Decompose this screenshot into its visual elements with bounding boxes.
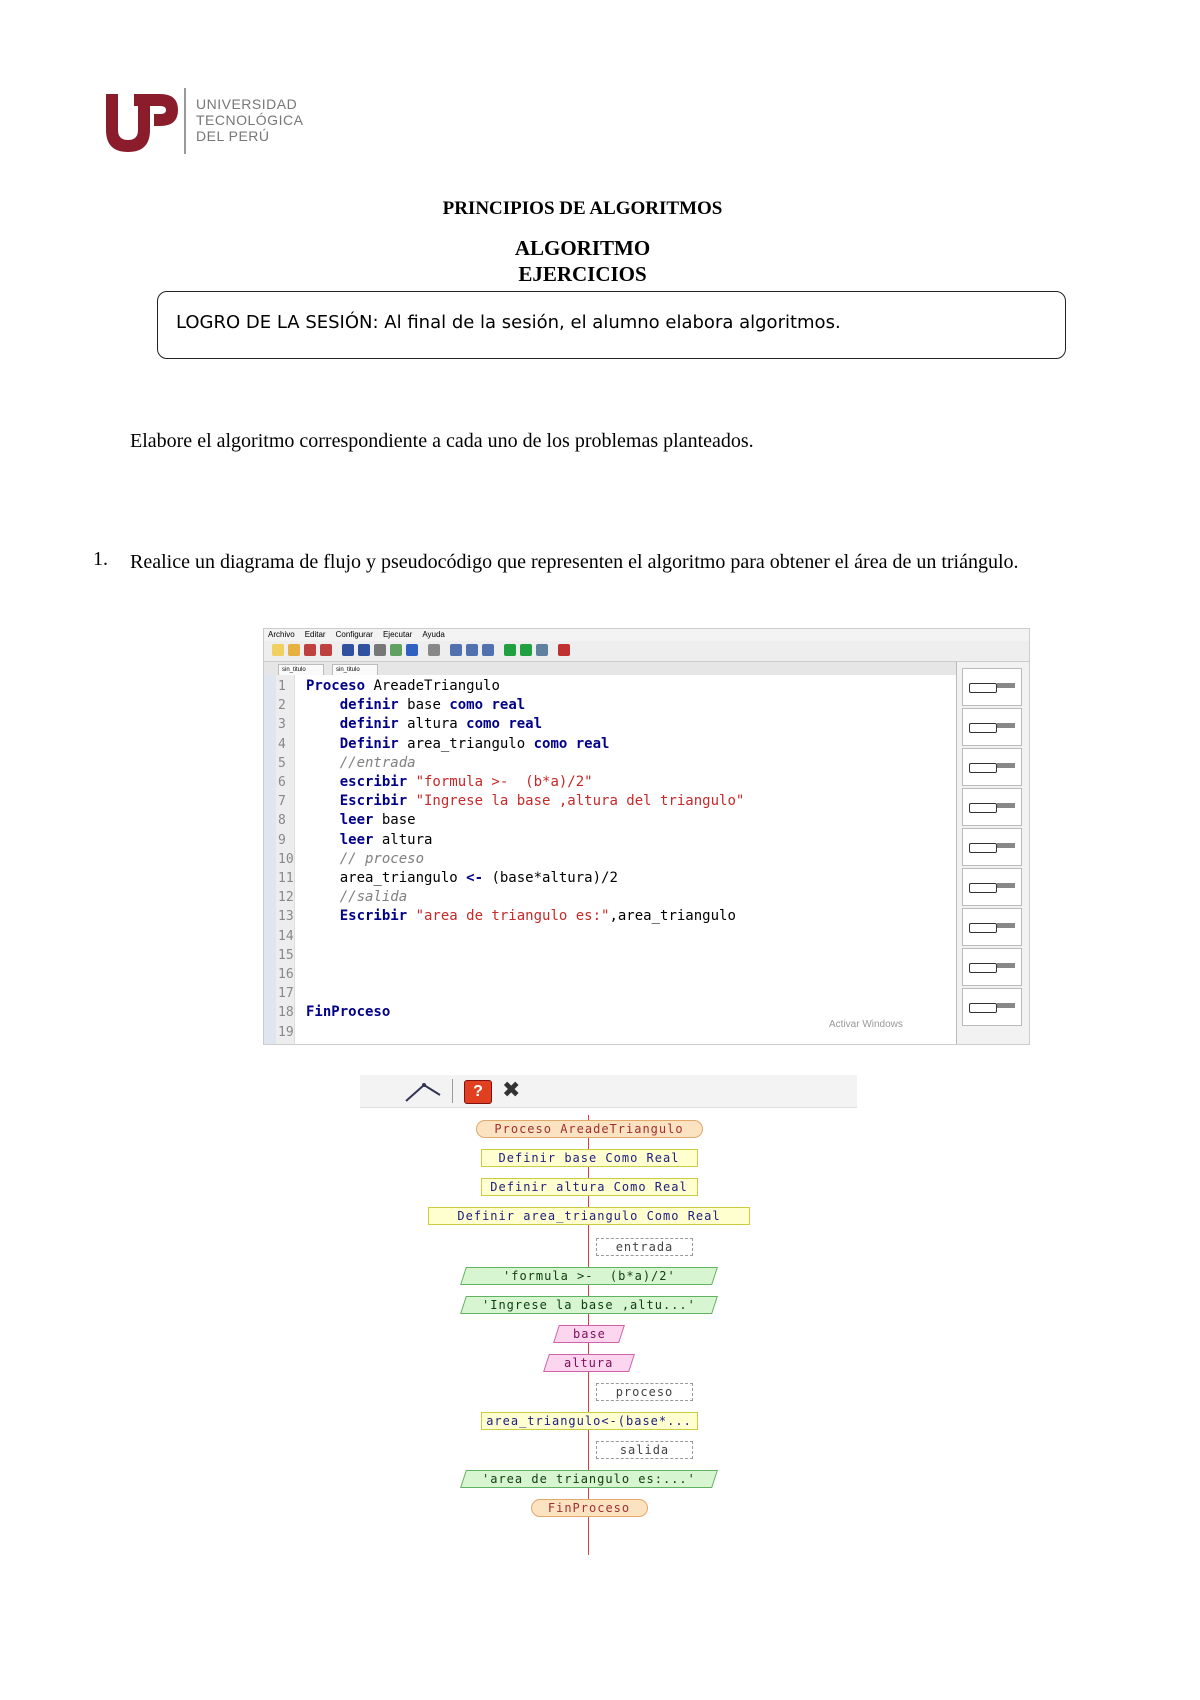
- cmd-escribir-button[interactable]: [962, 668, 1022, 706]
- flowchart-node-label: altura: [564, 1356, 614, 1370]
- comment-icon: [466, 644, 478, 656]
- logo-line-1: UNIVERSIDAD: [196, 96, 298, 112]
- line-number: 8: [278, 813, 286, 829]
- code-token: como real: [533, 735, 610, 752]
- step-icon: [520, 644, 532, 656]
- line-text: [306, 850, 424, 869]
- flowchart-node: Definir altura Como Real: [481, 1178, 698, 1196]
- code-token: area_triangulo: [306, 870, 467, 886]
- cmd-label-icon: [997, 963, 1015, 968]
- line-text: [306, 888, 407, 907]
- flowchart-node: [553, 1325, 625, 1343]
- flowchart-node: Definir base Como Real: [481, 1149, 698, 1167]
- flowchart-node: [460, 1470, 718, 1488]
- copy-icon: [390, 644, 402, 656]
- menu-item-editar[interactable]: Editar: [304, 630, 326, 639]
- cmd-label-icon: [997, 803, 1015, 808]
- flowchart-icon: [536, 644, 548, 656]
- flowchart-toolbar: [360, 1075, 857, 1108]
- cmd-label-icon: [997, 1003, 1015, 1008]
- redo-icon: [358, 644, 370, 656]
- flowchart-node: area_triangulo<-(base*...: [481, 1412, 698, 1430]
- cmd-label-icon: [997, 683, 1015, 688]
- cmd-label-icon: [997, 763, 1015, 768]
- code-token: como real: [449, 697, 526, 714]
- code-token: altura: [381, 831, 433, 848]
- line-text: [306, 696, 525, 715]
- session-goal-text: LOGRO DE LA SESIÓN: Al final de la sesión, el alumno elabora algoritmos.: [176, 312, 841, 333]
- line-text: [306, 792, 744, 811]
- cmd-shape-icon: [969, 963, 997, 973]
- line-text: [306, 754, 416, 773]
- line-number: 7: [278, 794, 286, 810]
- code-token: //salida: [306, 889, 408, 906]
- new-file-icon: [272, 644, 284, 656]
- line-number: 19: [278, 1024, 294, 1040]
- windows-watermark: Activar Windows: [829, 1019, 903, 1030]
- document-title: PRINCIPIOS DE ALGORITMOS: [442, 198, 723, 219]
- code-token: FinProceso: [306, 1004, 391, 1021]
- logo-line-3: DEL PERÚ: [196, 128, 270, 144]
- code-token: escribir: [306, 774, 416, 790]
- cmd-label-icon: [997, 843, 1015, 848]
- code-token: Definir: [306, 735, 408, 752]
- indent-icon: [450, 644, 462, 656]
- cmd-shape-icon: [969, 763, 997, 773]
- cmd-mientras-button[interactable]: [962, 868, 1022, 906]
- flowchart-node: proceso: [596, 1383, 693, 1401]
- document-subtitle: ALGORITMO: [514, 236, 651, 260]
- flowchart-node: [460, 1296, 718, 1314]
- cmd-shape-icon: [969, 723, 997, 733]
- line-number: 16: [278, 967, 294, 982]
- cmd-shape-icon: [969, 803, 997, 813]
- menu-item-archivo[interactable]: Archivo: [268, 630, 295, 639]
- cmd-label-icon: [997, 723, 1015, 728]
- code-token: AreadeTriangulo: [373, 678, 500, 694]
- pseint-tab-bar: [264, 662, 1029, 675]
- flowchart-node-label: 'area de triangulo es:...': [482, 1472, 696, 1486]
- code-token: Escribir: [306, 793, 416, 810]
- line-number: 12: [278, 890, 294, 906]
- code-token: //entrada: [306, 754, 416, 771]
- line-number: 13: [278, 909, 294, 925]
- paste-icon: [406, 644, 418, 656]
- line-text: [306, 735, 609, 754]
- line-number: 1: [278, 679, 286, 694]
- code-token: "Ingrese la base ,altura del triangulo": [415, 793, 745, 810]
- tab-file-2[interactable]: sin_titulo: [332, 664, 378, 676]
- cmd-shape-icon: [969, 883, 997, 893]
- pseint-editor-screenshot: [263, 628, 1030, 1045]
- flowchart-screenshot: [360, 1075, 857, 1555]
- cut-icon: [374, 644, 386, 656]
- line-text: [306, 715, 542, 734]
- line-text: [306, 677, 500, 696]
- cmd-shape-icon: [969, 923, 997, 933]
- line-text: [306, 831, 432, 850]
- pseint-commands-panel: [956, 662, 1030, 1044]
- flowchart-node: [543, 1354, 635, 1372]
- cmd-asignar-button[interactable]: [962, 748, 1022, 786]
- code-token: altura: [407, 716, 467, 733]
- flowchart-node: FinProceso: [531, 1499, 648, 1517]
- cmd-para-button[interactable]: [962, 948, 1022, 986]
- close-icon[interactable]: ✖: [502, 1078, 521, 1103]
- cmd-repetir-button[interactable]: [962, 908, 1022, 946]
- cmd-label-icon: [997, 883, 1015, 888]
- code-token: definir: [306, 716, 408, 733]
- line-text: [306, 869, 618, 888]
- code-token: area_triangulo: [407, 735, 534, 752]
- code-token: "formula >- (b*a)/2": [415, 774, 593, 790]
- session-goal-box: [157, 291, 1066, 359]
- flowchart-node-label: base: [572, 1327, 606, 1341]
- flowchart-node: [460, 1267, 718, 1285]
- menu-item-configurar[interactable]: Configurar: [335, 630, 373, 639]
- line-number: 18: [278, 1005, 294, 1021]
- save-icon: [304, 644, 316, 656]
- cmd-label-icon: [997, 923, 1015, 928]
- run-icon: [504, 644, 516, 656]
- code-token: Proceso: [306, 678, 374, 694]
- question-text: Realice un diagrama de flujo y pseudocódigo que representen el algoritmo para obtener el área de un triángulo.: [130, 551, 1019, 573]
- code-token: Escribir: [306, 908, 416, 925]
- code-token: <-: [466, 870, 492, 886]
- code-token: leer: [306, 831, 382, 848]
- line-number: 14: [278, 928, 294, 944]
- edit-tool-icon: [404, 1081, 444, 1103]
- pseint-code-area[interactable]: [276, 675, 956, 1044]
- instruction-text: Elabore el algoritmo correspondiente a cada uno de los problemas planteados.: [130, 430, 754, 452]
- toolbar-divider: [452, 1079, 453, 1103]
- cmd-leer-button[interactable]: [962, 708, 1022, 746]
- help-icon[interactable]: ?: [464, 1080, 492, 1104]
- document-subtitle-2: EJERCICIOS: [518, 262, 647, 286]
- cmd-funcion-button[interactable]: [962, 988, 1022, 1026]
- flowchart-node: entrada: [596, 1238, 693, 1256]
- delete-icon: [482, 644, 494, 656]
- logo-line-2: TECNOLÓGICA: [196, 112, 304, 128]
- menu-item-ejecutar[interactable]: Ejecutar: [382, 630, 413, 639]
- line-text: [306, 773, 593, 792]
- pseint-menu-bar: [264, 629, 1029, 641]
- find-icon: [428, 644, 440, 656]
- line-number: 5: [278, 755, 286, 771]
- code-token: (base*altura)/2: [491, 870, 618, 886]
- line-number: 4: [278, 736, 286, 752]
- code-token: "area de triangulo es:": [415, 908, 610, 925]
- code-token: leer: [306, 812, 382, 829]
- save-as-icon: [320, 644, 332, 656]
- flowchart-node-label: 'formula >- (b*a)/2': [502, 1269, 676, 1283]
- flowchart-node: Definir area_triangulo Como Real: [428, 1207, 750, 1225]
- menu-item-ayuda[interactable]: Ayuda: [422, 630, 445, 639]
- line-number: 15: [278, 947, 294, 963]
- help-icon: [558, 644, 570, 656]
- code-token: base: [407, 697, 450, 714]
- flowchart-node: salida: [596, 1441, 693, 1459]
- pseint-toolbar: [264, 641, 1029, 662]
- tab-file-1[interactable]: sin_titulo: [278, 664, 324, 676]
- undo-icon: [342, 644, 354, 656]
- flowchart-node: Proceso AreadeTriangulo: [476, 1120, 703, 1138]
- line-text: [306, 907, 736, 926]
- cmd-segun-button[interactable]: [962, 828, 1022, 866]
- line-number: 6: [278, 775, 286, 790]
- line-number: 10: [278, 851, 294, 867]
- cmd-shape-icon: [969, 1003, 997, 1013]
- line-number: 11: [278, 871, 294, 886]
- line-number: 2: [278, 698, 286, 714]
- line-number: 17: [278, 986, 294, 1002]
- pseint-side-panel: [264, 675, 276, 1044]
- code-token: base: [381, 812, 416, 829]
- code-token: ,area_triangulo: [609, 908, 736, 925]
- line-number: 9: [278, 832, 286, 848]
- line-text: [306, 811, 416, 830]
- cmd-shape-icon: [969, 843, 997, 853]
- flowchart-node-label: 'Ingrese la base ,altu...': [482, 1298, 696, 1312]
- line-number: 3: [278, 717, 286, 733]
- code-token: definir: [306, 697, 408, 714]
- cmd-shape-icon: [969, 683, 997, 693]
- question-number: 1.: [93, 548, 108, 570]
- code-token: como real: [466, 716, 543, 733]
- code-token: // proceso: [306, 850, 425, 867]
- open-file-icon: [288, 644, 300, 656]
- cmd-si-entonces-button[interactable]: [962, 788, 1022, 826]
- logo-text: [196, 96, 303, 144]
- line-text: [306, 1003, 390, 1022]
